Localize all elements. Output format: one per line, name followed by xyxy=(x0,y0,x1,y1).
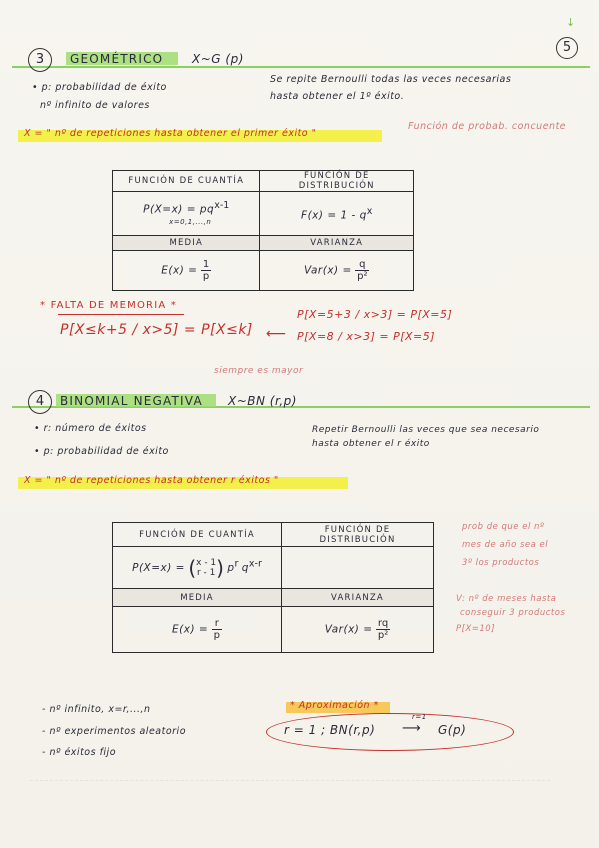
binomial-bullet-2: - nº experimentos aleatorio xyxy=(42,726,186,737)
aprox-rhs: G(p) xyxy=(438,723,467,737)
bin-th-distribucion: FUNCIÓN DE DISTRIBUCIÓN xyxy=(282,523,434,547)
bin-cuantia-q: q xyxy=(241,561,249,574)
memoria-title: * FALTA DE MEMORIA * xyxy=(40,300,177,311)
binomial-side-note-6: P[X=10] xyxy=(456,624,496,634)
binomial-bullet-3: - nº éxitos fijo xyxy=(42,747,117,758)
bin-cuantia-exp-xr: x-r xyxy=(248,558,262,569)
aprox-lhs: r = 1 ; BN(r,p) xyxy=(284,723,376,737)
bin-cuantia-p: p xyxy=(227,561,235,574)
geometrico-side-note: Función de probab. concuente xyxy=(408,121,567,132)
memoria-example-1: P[X=5+3 / x>3] = P[X=5] xyxy=(297,308,453,321)
binomial-param-r: • r: número de éxitos xyxy=(34,423,147,434)
bin-cuantia-cell: P(X=x) = ( x - 1 r - 1 ) $p^r$ $q^{x-r}$ xyxy=(113,547,282,589)
geo-cuantia-formula: P(X=x) = pq xyxy=(143,203,215,216)
binomial-side-note-3: 3º los productos xyxy=(462,558,540,568)
memoria-title-underline xyxy=(58,314,184,315)
geometrico-definition: X = " nº de repeticiones hasta obtener el primer éxito " xyxy=(24,128,317,139)
bin-cuantia-lhs: P(X=x) = xyxy=(132,561,185,574)
geo-media-cell xyxy=(113,251,260,291)
section-number-4: 4 xyxy=(28,390,52,414)
memoria-note: siempre es mayor xyxy=(214,366,304,376)
geo-th-cuantia: FUNCIÓN DE CUANTÍA xyxy=(113,171,260,192)
bin-media-frac: $\frac{r}{p}$ xyxy=(213,618,220,641)
bin-binomial-coef: x - 1 r - 1 xyxy=(196,557,217,578)
aprox-arrow: ⟶ xyxy=(402,721,421,736)
geo-media-label: MEDIA xyxy=(113,236,260,251)
binomial-title: BINOMIAL NEGATIVA xyxy=(60,394,203,408)
geo-dist-formula: F(x) = 1 - q xyxy=(301,209,367,222)
binomial-param-p: • p: probabilidad de éxito xyxy=(34,446,169,457)
geometrico-param-p: • p: probabilidad de éxito xyxy=(32,82,167,93)
geo-cuantia-range: x=0,1,...,n xyxy=(169,218,212,227)
geo-dist-exp: x xyxy=(366,205,373,217)
bin-var-frac: $\frac{rq}{\text{p²}}$ xyxy=(377,618,389,641)
bin-media-label: MEDIA xyxy=(113,589,282,607)
page-number-circle: 5 xyxy=(556,37,578,59)
binomial-side-note-5: conseguir 3 productos xyxy=(460,608,566,618)
bin-media-lhs: E(x) = xyxy=(172,623,209,636)
geometrico-title: GEOMÉTRICO xyxy=(70,52,164,66)
memoria-example-2: P[X=8 / x>3] = P[X=5] xyxy=(297,330,436,343)
geometrico-param-infinite: nº infinito de valores xyxy=(40,100,150,111)
memoria-formula: P[X≤k+5 / x>5] = P[X≤k] xyxy=(60,322,253,338)
geo-var-lhs: Var(x) = xyxy=(303,264,352,277)
geo-cuantia-cell xyxy=(113,192,260,236)
geo-media-frac: $\frac{1}{p}$ xyxy=(202,259,210,282)
binomial-desc-1: Repetir Bernoulli las veces que sea necesario xyxy=(312,425,540,435)
binomial-bullet-1: - nº infinito, x=r,...,n xyxy=(42,704,151,715)
top-mark: ↓ xyxy=(566,16,576,29)
geo-var-frac: $\frac{q}{\text{p²}}$ xyxy=(357,259,368,282)
bin-dist-cell xyxy=(282,547,434,589)
section-rule-geometrico xyxy=(12,66,590,68)
aprox-arrow-label: r=1 xyxy=(412,713,427,721)
bin-th-cuantia: FUNCIÓN DE CUANTÍA xyxy=(113,523,282,547)
bin-cuantia-exp-r: r xyxy=(234,558,239,569)
section-number-3: 3 xyxy=(28,48,52,72)
bin-var-lhs: Var(x) = xyxy=(324,623,373,636)
geometrico-table xyxy=(112,170,414,291)
show-through-marks xyxy=(30,780,550,831)
memoria-arrow: ⟵ xyxy=(266,326,287,342)
binomial-definition: X = " nº de repeticiones hasta obtener r éxitos " xyxy=(24,475,279,486)
geo-dist-cell xyxy=(260,192,414,236)
bin-var-cell xyxy=(282,607,434,653)
binomial-notation: X~BN (r,p) xyxy=(228,394,297,408)
binomial-desc-2: hasta obtener el r éxito xyxy=(312,439,430,449)
geo-var-cell xyxy=(260,251,414,291)
geo-cuantia-exp: x-1 xyxy=(214,199,230,211)
bin-varianza-label: VARIANZA xyxy=(282,589,434,607)
geometrico-desc-2: hasta obtener el 1º éxito. xyxy=(270,91,405,102)
binomial-side-note-1: prob de que el nº xyxy=(462,522,545,532)
geo-th-distribucion: FUNCIÓN DE DISTRIBUCIÓN xyxy=(260,171,414,192)
binomial-side-note-4: V: nº de meses hasta xyxy=(456,594,557,604)
aprox-title: * Aproximación * xyxy=(290,700,379,711)
binomial-table xyxy=(112,522,434,653)
geometrico-desc-1: Se repite Bernoulli todas las veces necesarias xyxy=(270,74,512,85)
geo-media-lhs: E(x) = xyxy=(161,264,198,277)
geo-varianza-label: VARIANZA xyxy=(260,236,414,251)
bin-media-cell xyxy=(113,607,282,653)
binomial-side-note-2: mes de año sea el xyxy=(462,540,549,550)
geometrico-notation: X~G (p) xyxy=(192,52,244,66)
